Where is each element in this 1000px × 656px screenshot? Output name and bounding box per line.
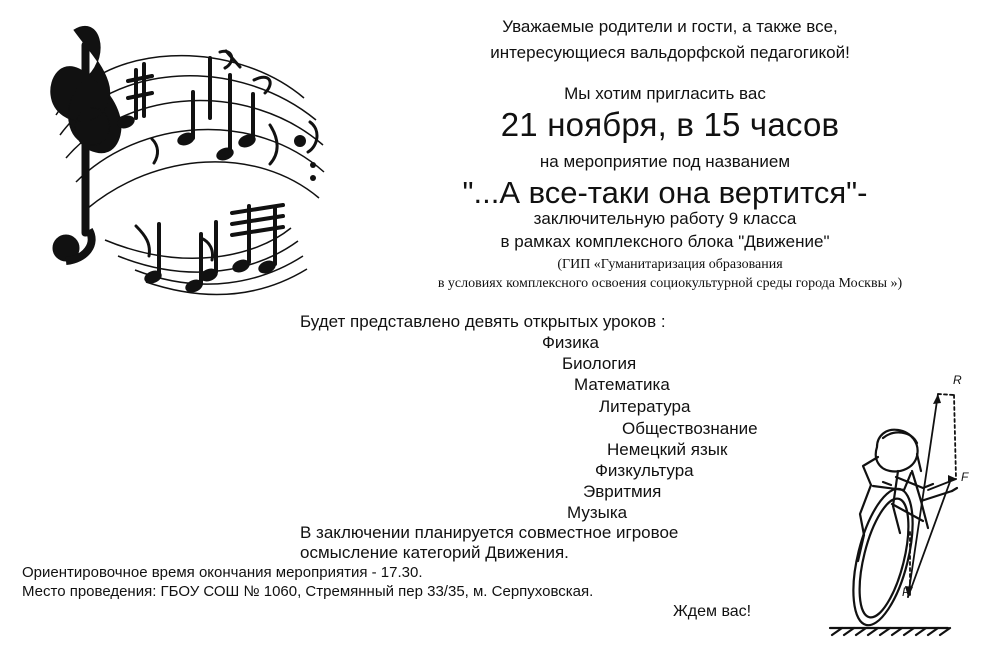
cyclist-label-f: F [961,470,969,484]
lesson-item: Обществознание [622,419,758,438]
event-lead-text: на мероприятие под названием [539,152,791,171]
greeting-line-1: Уважаемые родители и гости, а также все, [502,17,838,36]
event-date-time: 21 ноября, в 15 часов [500,106,840,143]
block-line: в рамках комплексного блока "Движение" [500,232,830,251]
lesson-item: Биология [562,354,637,373]
gip-line-1: (ГИП «Гуманитаризация образования [557,257,783,272]
greeting-line-2: интересующиеся вальдорфской педагогикой! [490,43,850,62]
closing-greeting: Ждем вас! [673,603,752,620]
lesson-item: Физика [542,333,599,352]
end-time-text: Ориентировочное время окончания мероприятия - 17.30. [22,564,423,581]
cyclist-label-p: P [902,585,911,599]
lessons-heading: Будет представлено девять открытых уроков : [300,312,666,331]
gip-line-2: в условиях комплексного освоения социокультурной среды города Москвы ») [437,276,903,291]
lesson-item: Эвритмия [583,482,662,501]
music-notes-illustration [18,20,336,300]
cyclist-label-r: R [953,373,962,387]
cyclist-diagram-illustration [820,370,985,640]
venue-text: Место проведения: ГБОУ СОШ № 1060, Стремянный пер 33/35, м. Серпуховская. [22,583,594,600]
invite-line: Мы хотим пригласить вас [564,84,766,103]
final-work-text: заключительную работу 9 класса [533,209,797,228]
closing-line-2: осмысление категорий Движения. [300,543,569,562]
closing-line-1: В заключении планируется совместное игровое [300,523,679,542]
lesson-item: Математика [574,375,670,394]
lesson-item: Немецкий язык [607,440,728,459]
lesson-item: Литература [599,397,691,416]
lesson-item: Музыка [567,503,628,522]
event-title: "...А все-таки она вертится"- [462,175,868,210]
lesson-item: Физкультура [595,461,694,480]
